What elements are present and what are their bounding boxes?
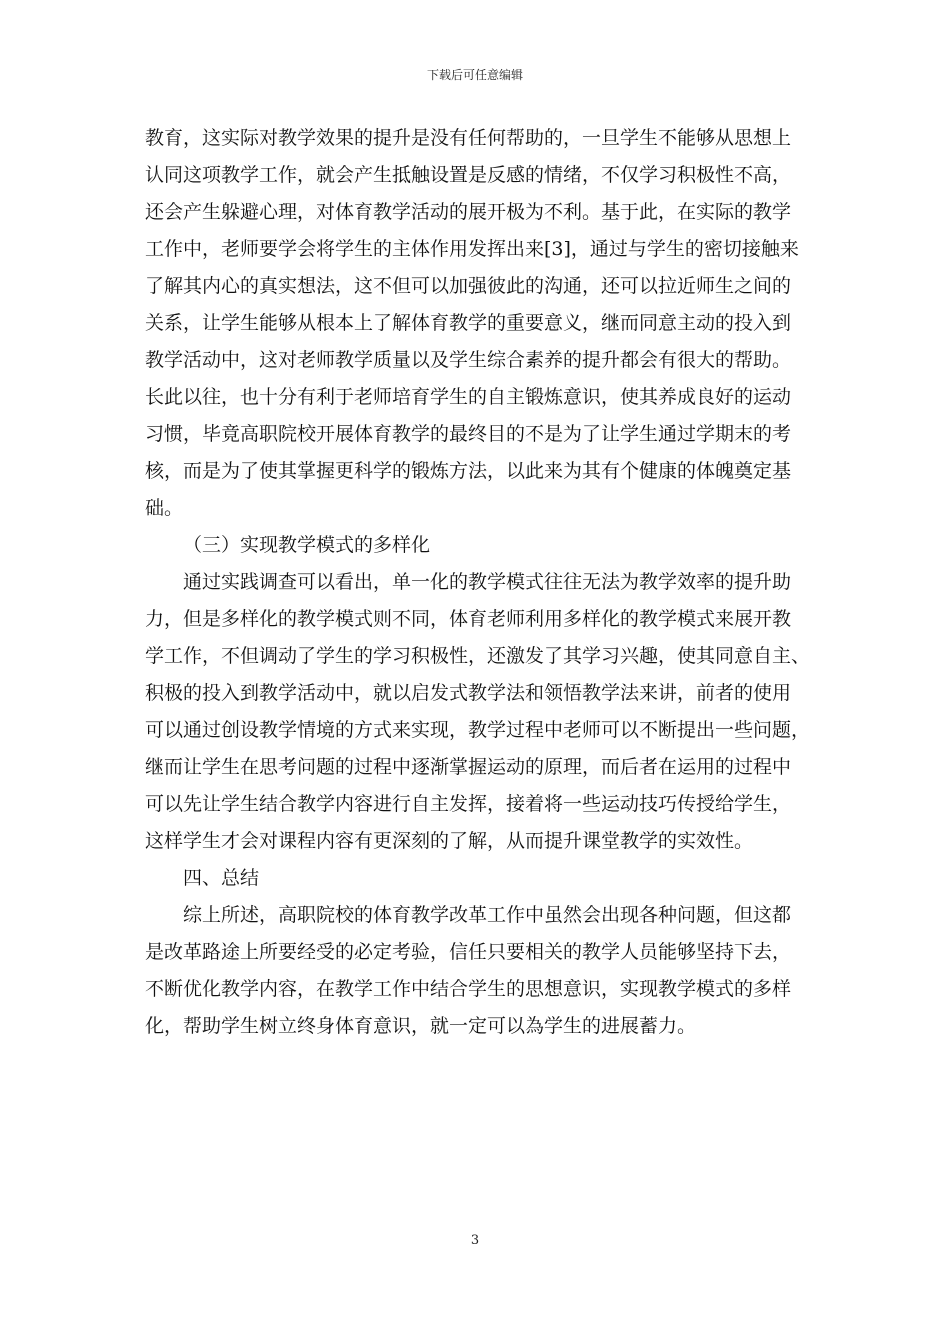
text-line: 化，帮助学生树立终身体育意识，就一定可以為学生的进展蓄力。 (145, 1015, 697, 1037)
text-line: 这样学生才会对课程内容有更深刻的了解，从而提升课堂教学的实效性。 (145, 830, 754, 852)
text-line: 积极的投入到教学活动中，就以启发式教学法和领悟教学法来讲，前者的使用 (145, 682, 792, 704)
text-line: 工作中，老师要学会将学生的主体作用发挥出来[3]，通过与学生的密切接触来 (145, 238, 799, 260)
text-line: 力，但是多样化的教学模式则不同，体育老师利用多样化的教学模式来展开教 (145, 608, 792, 630)
text-line: 可以通过创设教学情境的方式来实现，教学过程中老师可以不断提出一些问题， (145, 719, 811, 741)
text-line: 长此以往，也十分有利于老师培育学生的自主锻炼意识，使其养成良好的运动 (145, 386, 792, 408)
section-heading: 四、总结 (183, 867, 260, 889)
text-line: 教学活动中，这对老师教学质量以及学生综合素养的提升都会有很大的帮助。 (145, 349, 792, 371)
text-line: 础。 (145, 497, 184, 519)
text-line: 核，而是为了使其掌握更科学的锻炼方法，以此来为其有个健康的体魄奠定基 (145, 460, 792, 482)
text-line: 不断优化教学内容，在教学工作中结合学生的思想意识，实现教学模式的多样 (145, 978, 792, 1000)
text-line: 是改革路途上所要经受的必定考验，信任只要相关的教学人员能够坚持下去， (145, 941, 792, 963)
text-line: 还会产生躲避心理，对体育教学活动的展开极为不利。基于此，在实际的教学 (145, 201, 792, 223)
text-line: 学工作，不但调动了学生的学习积极性，还激发了其学习兴趣，使其同意自主、 (145, 645, 811, 667)
text-line: 继而让学生在思考问题的过程中逐渐掌握运动的原理，而后者在运用的过程中 (145, 756, 792, 778)
paragraph-first-line: 通过实践调查可以看出，单一化的教学模式往往无法为教学效率的提升助 (183, 571, 792, 593)
page-number: 3 (470, 1233, 480, 1248)
text-line: 关系，让学生能够从根本上了解体育教学的重要意义，继而同意主动的投入到 (145, 312, 792, 334)
text-line: 认同这项教学工作，就会产生抵触设置是反感的情绪，不仅学习积极性不高， (145, 164, 792, 186)
text-line: 习惯，毕竟高职院校开展体育教学的最终目的不是为了让学生通过学期末的考 (145, 423, 792, 445)
text-line: 可以先让学生结合教学内容进行自主发挥，接着将一些运动技巧传授给学生， (145, 793, 792, 815)
document-body (145, 120, 820, 1045)
paragraph-first-line: 综上所述，高职院校的体育教学改革工作中虽然会出现各种问题，但这都 (183, 904, 792, 926)
text-line: 教育，这实际对教学效果的提升是没有任何帮助的，一旦学生不能够从思想上 (145, 127, 792, 149)
section-heading: （三）实现教学模式的多样化 (183, 534, 431, 556)
page-header: 下载后可任意编辑 (426, 68, 523, 82)
text-line: 了解其内心的真实想法，这不但可以加强彼此的沟通，还可以拉近师生之间的 (145, 275, 792, 297)
